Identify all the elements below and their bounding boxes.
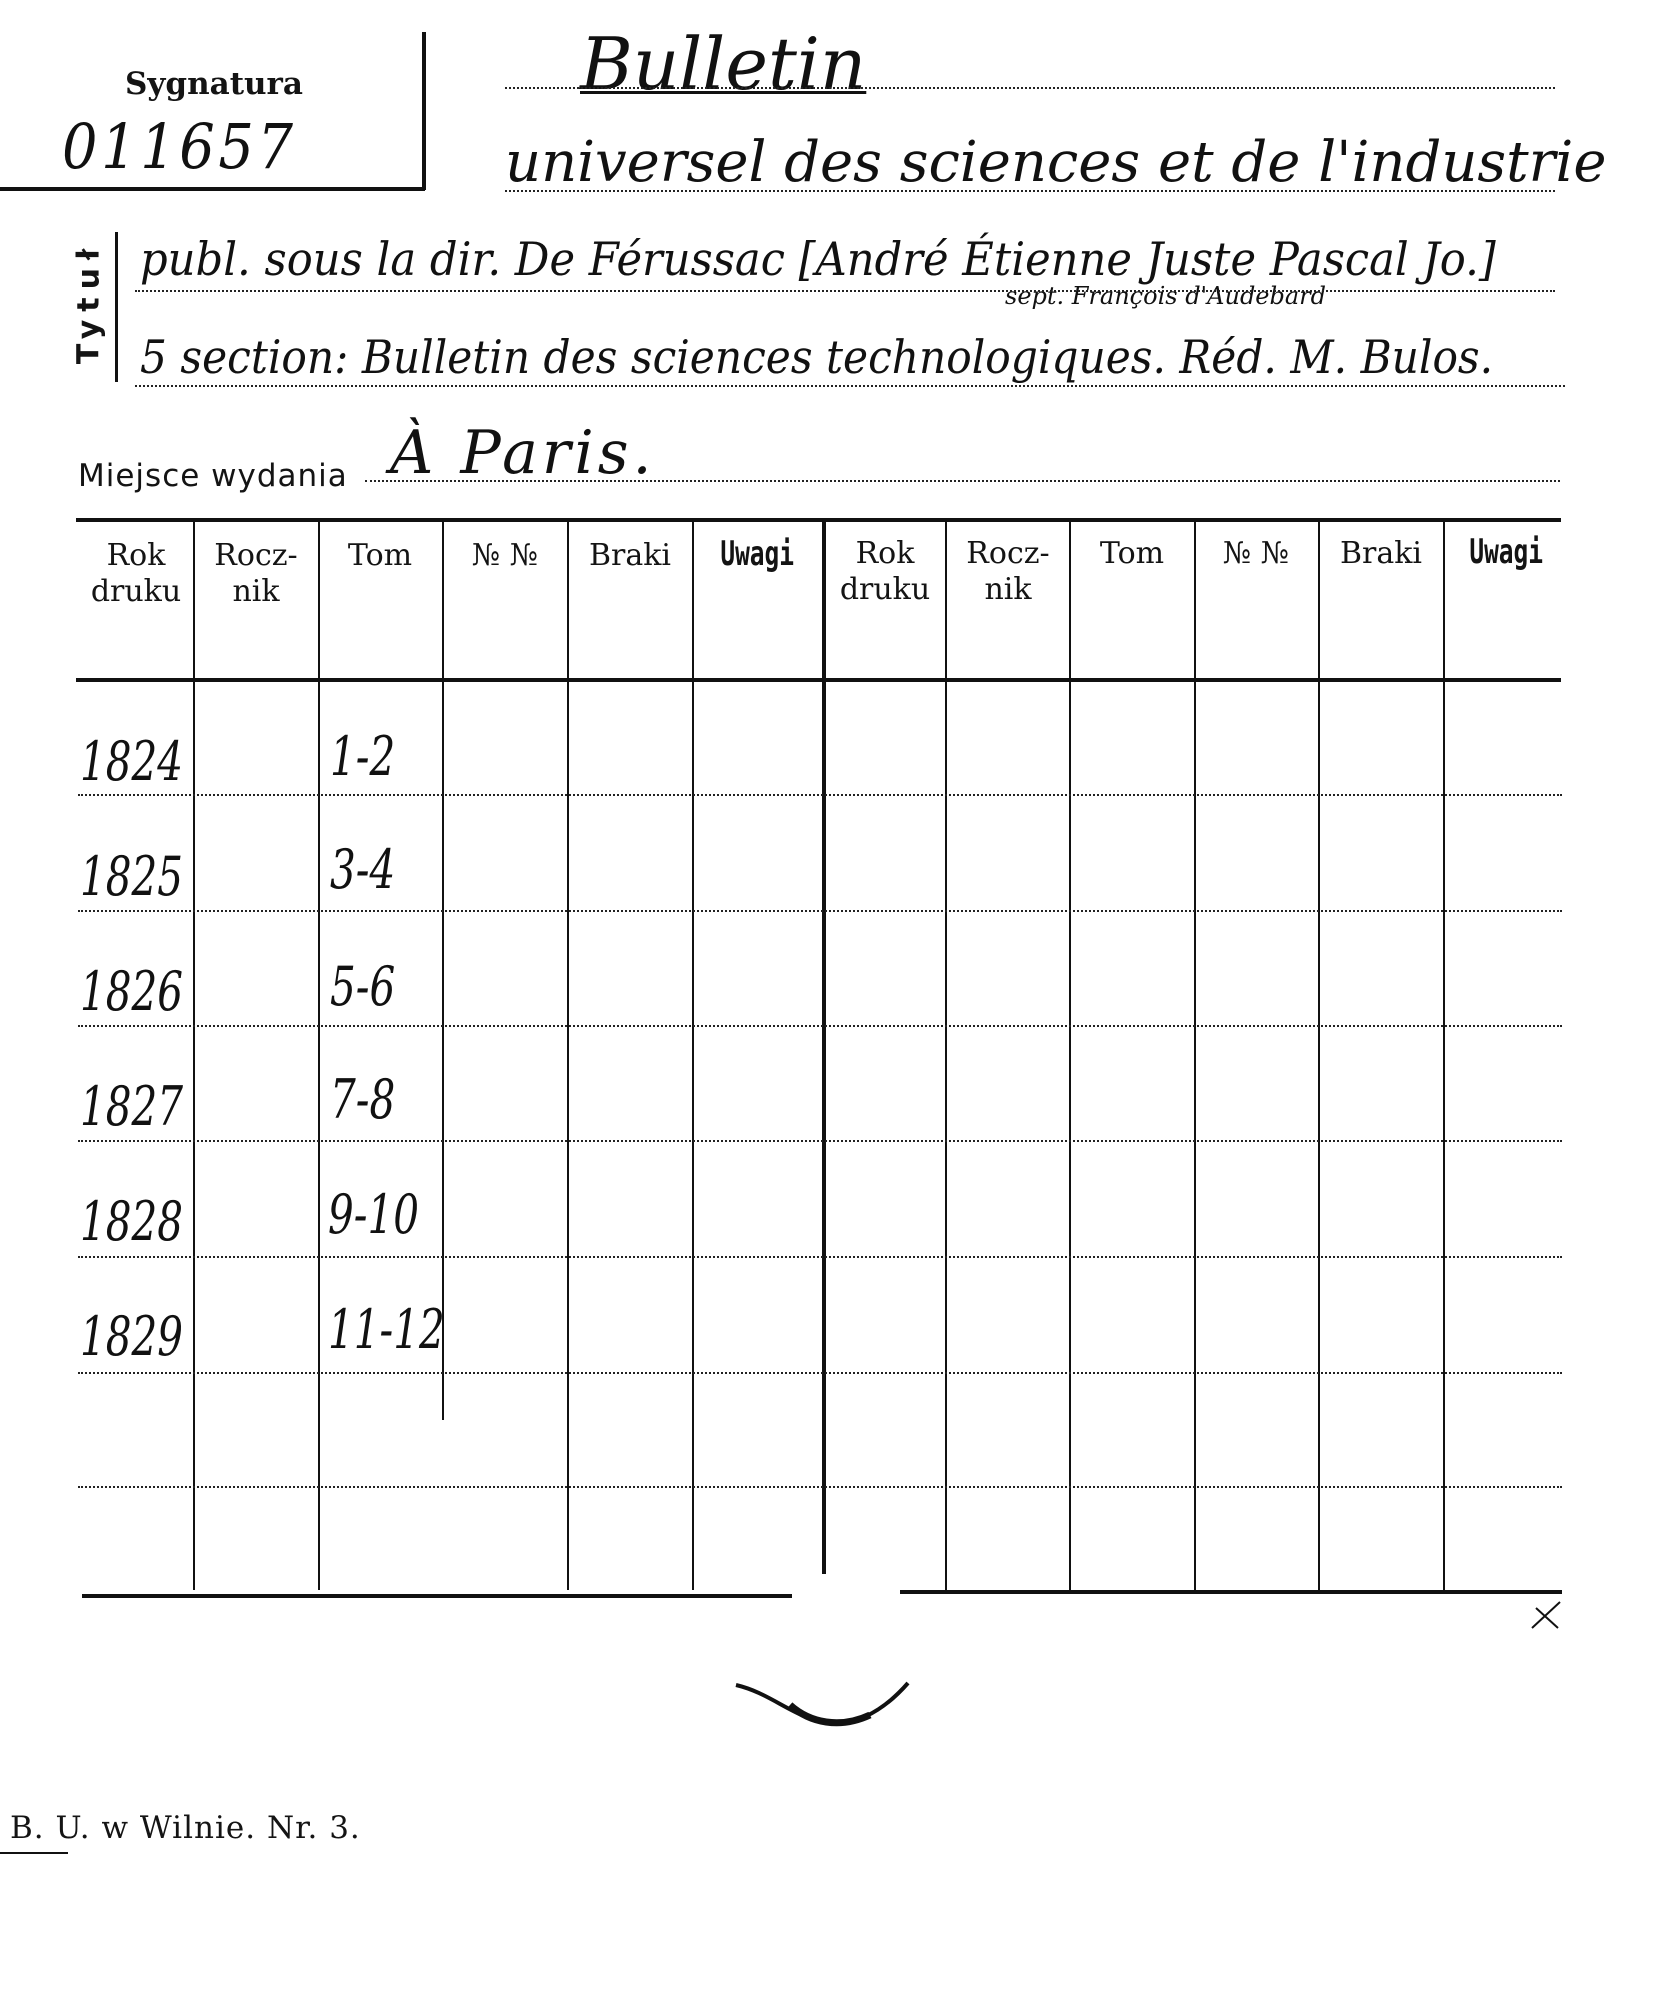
year-cell: 1826 bbox=[80, 960, 184, 1023]
title-line-1: Bulletin bbox=[580, 22, 867, 106]
signature-label: Sygnatura bbox=[125, 66, 303, 102]
cross-mark-icon bbox=[1528, 1598, 1564, 1634]
footer-imprint: B. U. w Wilnie. Nr. 3. bbox=[10, 1810, 361, 1846]
title-line-4: 5 section: Bulletin des sciences technologiques. Réd. M. Bulos. bbox=[140, 330, 1494, 384]
header-rocznik-2: Rocz-nik bbox=[966, 536, 1050, 607]
year-cell: 1824 bbox=[80, 730, 184, 793]
flourish-mark-icon bbox=[730, 1665, 920, 1745]
header-rok-druku: Rok druku bbox=[90, 538, 182, 609]
title-line-2: universel des sciences et de l'industrie bbox=[505, 130, 1607, 195]
header-uwagi: Uwagi bbox=[720, 534, 794, 574]
signature-value: 011657 bbox=[62, 110, 297, 183]
table-bottom-border-right bbox=[900, 1590, 1562, 1594]
title-note: sept. François d'Audebard bbox=[1005, 282, 1327, 310]
table-header-border bbox=[76, 678, 1561, 682]
footer-underline bbox=[0, 1852, 68, 1854]
tom-cell: 9-10 bbox=[328, 1183, 419, 1246]
table-bottom-border-left bbox=[82, 1594, 792, 1598]
title-bracket bbox=[115, 232, 118, 382]
year-cell: 1825 bbox=[80, 845, 184, 908]
year-cell: 1828 bbox=[80, 1190, 184, 1253]
header-rok-druku-2: Rok druku bbox=[839, 536, 931, 607]
header-tom: Tom bbox=[347, 538, 413, 573]
table-center-divider bbox=[822, 520, 826, 1574]
place-label: Miejsce wydania bbox=[78, 458, 348, 494]
tom-cell: 7-8 bbox=[330, 1068, 396, 1131]
year-cell: 1827 bbox=[80, 1075, 184, 1138]
header-braki: Braki bbox=[588, 538, 672, 573]
title-label: Tytuł bbox=[71, 240, 107, 365]
title-line-3: publ. sous la dir. De Férussac [André Étienne Juste Pascal Jo.] bbox=[140, 232, 1496, 286]
tom-cell: 5-6 bbox=[330, 955, 396, 1018]
table-top-border bbox=[76, 518, 1561, 522]
header-numery: № № bbox=[471, 538, 539, 573]
signature-box-right-border bbox=[422, 32, 426, 190]
header-rocznik: Rocz-nik bbox=[214, 538, 298, 609]
tom-cell: 1-2 bbox=[330, 725, 396, 788]
header-braki-2: Braki bbox=[1339, 536, 1423, 571]
signature-box-bottom-border bbox=[0, 187, 425, 191]
header-tom-2: Tom bbox=[1099, 536, 1165, 571]
header-numery-2: № № bbox=[1222, 536, 1290, 571]
year-cell: 1829 bbox=[80, 1305, 184, 1368]
header-uwagi-2: Uwagi bbox=[1469, 532, 1543, 572]
tom-cell: 11-12 bbox=[328, 1298, 445, 1361]
tom-cell: 3-4 bbox=[330, 838, 396, 901]
place-value: À Paris. bbox=[390, 418, 656, 488]
